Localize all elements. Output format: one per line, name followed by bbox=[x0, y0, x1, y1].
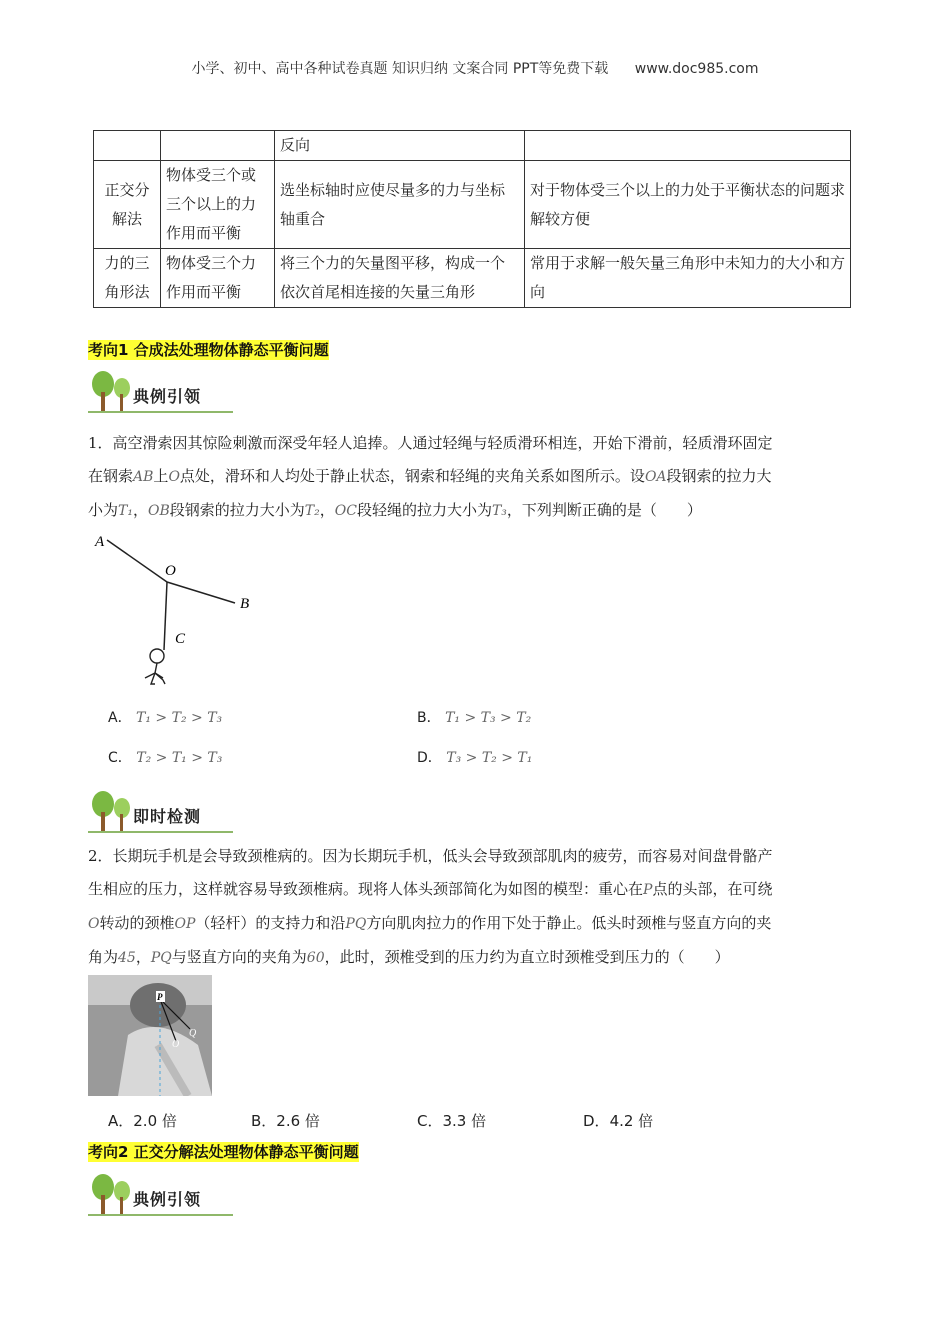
stick-person-icon bbox=[145, 649, 165, 684]
q2-option-d[interactable]: D．4.2 倍 bbox=[583, 1112, 654, 1130]
table-row bbox=[94, 249, 851, 308]
section-title-2 bbox=[88, 1141, 359, 1162]
photo-label-O: O bbox=[172, 1039, 180, 1050]
table-cell bbox=[525, 131, 851, 161]
table-cell: 选坐标轴时应使尽量多的力与坐标轴重合 bbox=[275, 161, 525, 249]
table-row bbox=[94, 161, 851, 249]
section-title-1 bbox=[88, 339, 329, 360]
q1-line-3: 小为T₁，OB段钢索的拉力大小为T₂，OC段轻绳的拉力大小为T₃，下列判断正确的是（ ） bbox=[88, 501, 702, 519]
header-url[interactable]: www.doc985.com bbox=[634, 61, 759, 77]
q2-option-b[interactable]: B．2.6 倍 bbox=[251, 1112, 320, 1130]
table-row bbox=[94, 131, 851, 161]
cable-OA bbox=[107, 540, 167, 582]
q1-option-b[interactable]: B． T₁ > T₃ > T₂ bbox=[417, 710, 532, 726]
label-A: A bbox=[95, 534, 105, 550]
example-badge bbox=[88, 1173, 238, 1221]
method-table bbox=[93, 130, 851, 308]
table-cell: 物体受三个力作用而平衡 bbox=[161, 249, 275, 308]
section-title-2-text: 考向2 正交分解法处理物体静态平衡问题 bbox=[88, 1143, 359, 1161]
check-badge bbox=[88, 790, 238, 838]
q2-line-1: 2．长期玩手机是会导致颈椎病的。因为长期玩手机，低头会导致颈部肌肉的疲劳，而容易对间盘骨骼产 bbox=[88, 847, 773, 865]
q1-option-d[interactable]: D． T₃ > T₂ > T₁ bbox=[417, 750, 533, 766]
table-cell: 反向 bbox=[275, 131, 525, 161]
section-title-1-text: 考向1 合成法处理物体静态平衡问题 bbox=[88, 341, 329, 359]
badge-label: 典例引领 bbox=[133, 1190, 202, 1209]
table-cell: 常用于求解一般矢量三角形中未知力的大小和方向 bbox=[525, 249, 851, 308]
cable-OB bbox=[167, 582, 235, 603]
table-cell: 物体受三个或三个以上的力作用而平衡 bbox=[161, 161, 275, 249]
photo-label-P: P bbox=[157, 992, 163, 1002]
badge-label: 典例引领 bbox=[133, 387, 202, 406]
table-cell: 力的三角形法 bbox=[94, 249, 161, 308]
q2-line-3: O转动的颈椎OP（轻杆）的支持力和沿PQ方向肌肉拉力的作用下处于静止。低头时颈椎与竖直方向的夹 bbox=[88, 914, 772, 932]
neck-model-photo bbox=[88, 975, 212, 1096]
q2-option-c[interactable]: C．3.3 倍 bbox=[417, 1112, 487, 1130]
table-cell bbox=[161, 131, 275, 161]
table-cell: 将三个力的矢量图平移，构成一个依次首尾相连接的矢量三角形 bbox=[275, 249, 525, 308]
header-text: 小学、初中、高中各种试卷真题 知识归纳 文案合同 PPT等免费下载 bbox=[191, 61, 609, 77]
label-B: B bbox=[240, 596, 250, 612]
q1-option-a[interactable]: A． T₁ > T₂ > T₃ bbox=[108, 710, 223, 726]
label-C: C bbox=[175, 631, 186, 647]
table-cell: 正交分解法 bbox=[94, 161, 161, 249]
q2-line-2: 生相应的压力，这样就容易导致颈椎病。现将人体头颈部简化为如图的模型：重心在P点的头部，在可绕 bbox=[88, 880, 773, 898]
question-2-text bbox=[88, 840, 868, 975]
photo-label-Q: Q bbox=[189, 1028, 197, 1039]
q1-option-c[interactable]: C． T₂ > T₁ > T₃ bbox=[108, 750, 223, 766]
table-cell bbox=[94, 131, 161, 161]
q1-line-2: 在钢索AB上O点处，滑环和人均处于静止状态，钢索和轻绳的夹角关系如图所示。设OA段钢索的拉力大 bbox=[88, 467, 772, 485]
zipline-figure bbox=[85, 528, 275, 693]
page-header bbox=[0, 58, 950, 78]
example-badge bbox=[88, 370, 238, 418]
q2-option-a[interactable]: A．2.0 倍 bbox=[108, 1112, 177, 1130]
badge-label: 即时检测 bbox=[133, 807, 202, 826]
q1-line-1: 1．高空滑索因其惊险刺激而深受年轻人追捧。人通过轻绳与轻质滑环相连，开始下滑前，轻质滑环固定 bbox=[88, 434, 773, 452]
rope-OC bbox=[164, 582, 167, 650]
table-cell: 对于物体受三个以上的力处于平衡状态的问题求解较方便 bbox=[525, 161, 851, 249]
question-1-text bbox=[88, 427, 868, 528]
q2-line-4: 角为45，PQ与竖直方向的夹角为60，此时，颈椎受到的压力约为直立时颈椎受到压力的（ ） bbox=[88, 948, 730, 966]
label-O: O bbox=[165, 563, 176, 579]
